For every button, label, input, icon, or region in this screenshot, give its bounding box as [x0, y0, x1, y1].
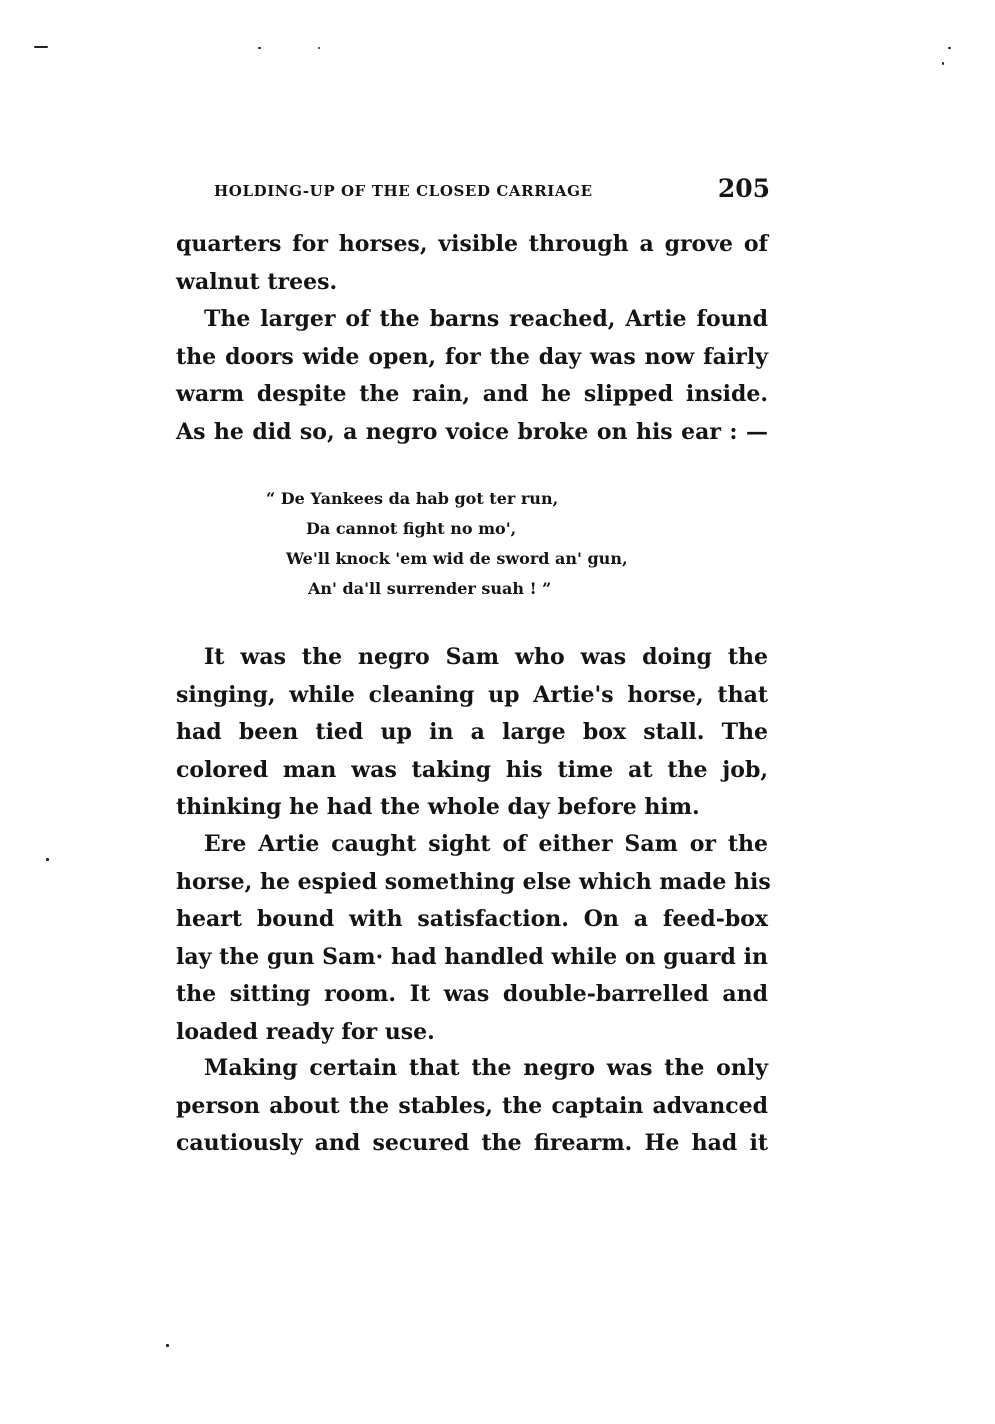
verse-line: We'll knock 'em wid de sword an' gun, [286, 549, 628, 568]
verse-line: An' da'll surrender suah ! ” [308, 579, 552, 598]
text-line: singing, while cleaning up Artie's horse, that [176, 681, 768, 708]
text-line: the doors wide open, for the day was now fairly [176, 343, 768, 370]
scan-speck [318, 47, 320, 49]
text-line: horse, he espied something else which made his [176, 868, 771, 895]
paragraph [176, 1050, 768, 1163]
scan-speck [942, 62, 944, 65]
text-line: quarters for horses, visible through a grove of [176, 231, 768, 257]
text-line: colored man was taking his time at the job, [176, 756, 768, 783]
text-line: warm despite the rain, and he slipped inside. [176, 381, 768, 407]
text-line: The larger of the barns reached, Artie found [204, 306, 768, 332]
paragraph [176, 639, 768, 827]
scan-speck [258, 47, 261, 49]
page-number: 205 [717, 174, 770, 203]
scan-speck [166, 1344, 169, 1347]
text-line: It was the negro Sam who was doing the [204, 644, 768, 670]
running-head: HOLDING-UP OF THE CLOSED CARRIAGE [214, 182, 593, 200]
scan-speck [948, 47, 951, 49]
text-line: had been tied up in a large box stall. The [176, 719, 768, 745]
scan-speck [34, 46, 48, 48]
verse-line: “ De Yankees da hab got ter run, [266, 489, 559, 508]
text-line: heart bound with satisfaction. On a feed-box [176, 906, 768, 932]
text-line: lay the gun Sam· had handled while on guard in [176, 943, 768, 970]
text-line: loaded ready for use. [176, 1018, 435, 1045]
page-header [214, 174, 770, 206]
text-line: cautiously and secured the firearm. He had it [176, 1130, 768, 1156]
song-verse [266, 484, 726, 604]
paragraph [176, 301, 768, 451]
text-line: As he did so, a negro voice broke on his ear : — [176, 418, 768, 445]
verse-line: Da cannot fight no mo', [306, 519, 517, 538]
text-line: the sitting room. It was double-barrelled and [176, 981, 768, 1007]
paragraph [176, 226, 768, 301]
text-line: person about the stables, the captain advanced [176, 1092, 768, 1119]
text-line: thinking he had the whole day before him. [176, 794, 700, 820]
text-line: Making certain that the negro was the only [204, 1055, 768, 1081]
scan-speck [46, 858, 49, 861]
paragraph [176, 826, 771, 1051]
text-line: Ere Artie caught sight of either Sam or the [204, 831, 768, 857]
text-line: walnut trees. [176, 268, 338, 295]
